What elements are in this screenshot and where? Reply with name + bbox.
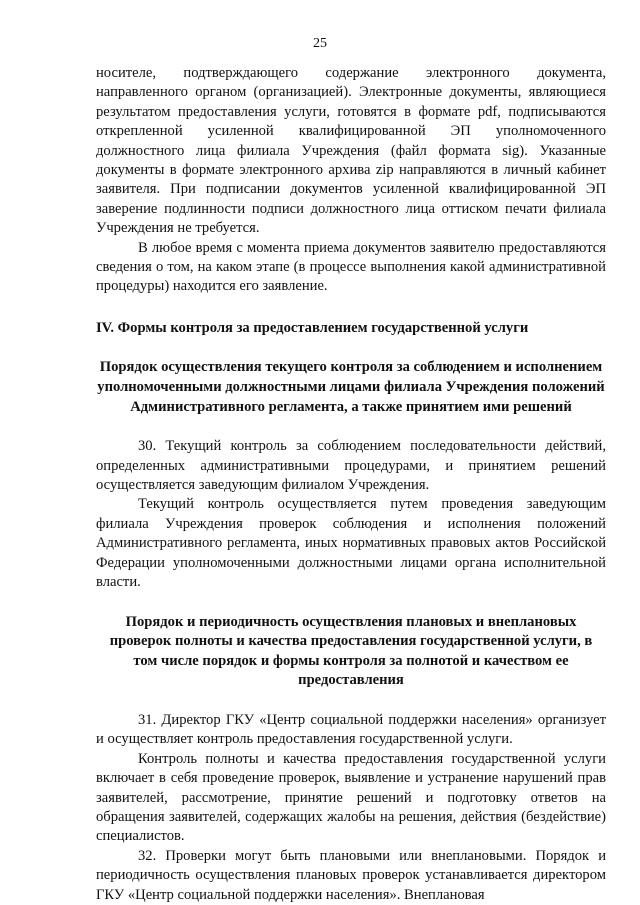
subsection-current-control-title: Порядок осуществления текущего контроля за соблюдением и исполнением уполномоченными должностными лицами филиала Учреждения положений Административного регламента, а также принятием ими решений <box>97 359 605 415</box>
section-iv-title: IV. Формы контроля за предоставлением государственной услуги <box>96 319 529 336</box>
paragraph-31: 31. Директор ГКУ «Центр социальной поддержки населения» организует и осуществляет контроль предоставления государственной услуги. <box>96 711 606 748</box>
subsection-inspections-title: Порядок и периодичность осуществления плановых и внеплановых проверок полноты и качества предоставления государственной услуги, в том числе порядок и формы контроля за полнотой и качеством ее предоставления <box>109 613 593 689</box>
paragraph-31-continued: Контроль полноты и качества предоставления государственной услуги включает в себя проведение проверок, выявление и устранение нарушений прав заявителей, рассмотрение, принятие решений и подготовку ответов на обращения заявителей, содержащих жалобы на решения, действия (бездействие) специалистов. <box>96 750 606 845</box>
paragraph-intro-2: В любое время с момента приема документов заявителю предоставляются сведения о том, на каком этапе (в процессе выполнения какой административной процедуры) находится его заявление. <box>96 239 606 295</box>
paragraph-30-continued: Текущий контроль осуществляется путем проведения заведующим филиала Учреждения проверок соблюдения и исполнения положений Административного регламента, иных нормативных правовых актов Российской Федерации уполномоченными должностными лицами органа исполнительной власти. <box>96 496 606 591</box>
page-number: 25 <box>313 36 327 51</box>
document-body <box>96 64 606 905</box>
paragraph-intro-1: носителе, подтверждающего содержание электронного документа, направленного органом (организацией). Электронные документы, являющиеся результатом предоставления услуги, готовятся в формате pdf, подписываются открепленной усиленной квалифицированной ЭП уполномоченного должностного лица филиала Учреждения (файл формата sig). Указанные документы в формате электронного архива zip направляются в личный кабинет заявителя. При подписании документов усиленной квалифицированной ЭП заверение подлинности подписи должностного лица оттиском печати филиала Учреждения не требуется. <box>96 65 606 237</box>
paragraph-32: 32. Проверки могут быть плановыми или внеплановыми. Порядок и периодичность осуществления плановых проверок устанавливается директором ГКУ «Центр социальной поддержки населения». Внеплановая <box>96 847 606 903</box>
paragraph-30: 30. Текущий контроль за соблюдением последовательности действий, определенных административными процедурами, и принятием решений осуществляется заведующим филиалом Учреждения. <box>96 438 606 494</box>
